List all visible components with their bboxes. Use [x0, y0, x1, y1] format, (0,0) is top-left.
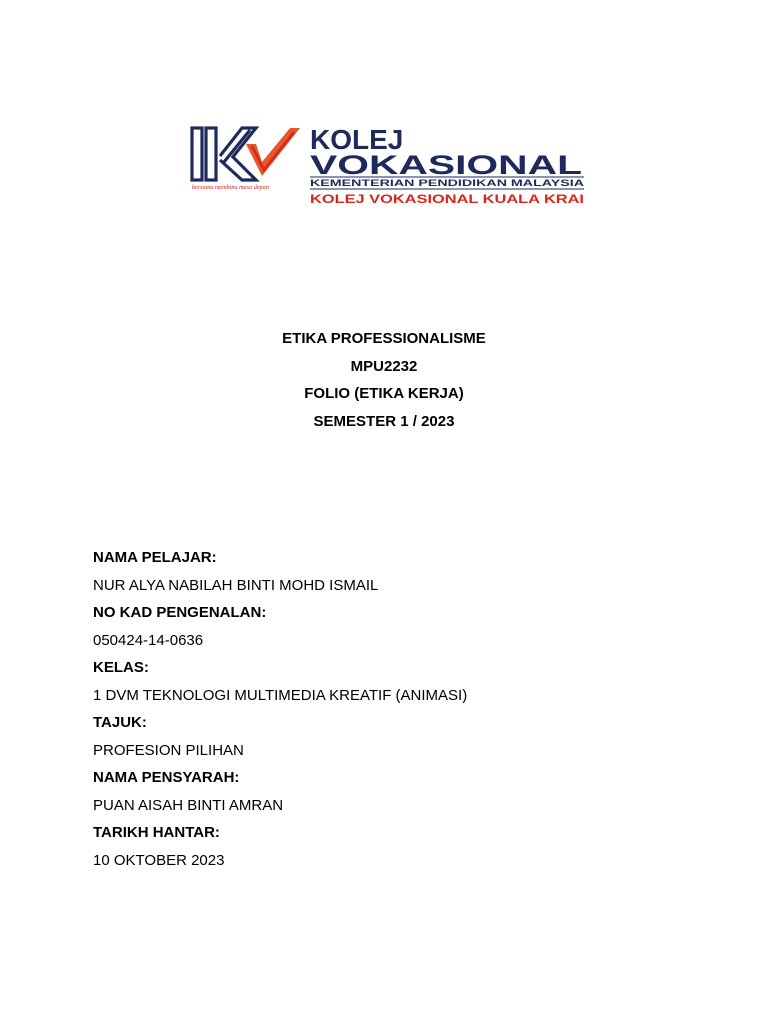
topic-value: PROFESION PILIHAN: [93, 741, 244, 759]
college-logo: [176, 116, 592, 212]
logo-title-line1: KOLEJ: [310, 124, 404, 155]
logo-title-line2: VOKASIONAL: [310, 150, 582, 180]
ic-number-value: 050424-14-0636: [93, 631, 204, 649]
lecturer-value: PUAN AISAH BINTI AMRAN: [93, 796, 284, 814]
assignment-type: FOLIO (ETIKA KERJA): [304, 385, 464, 403]
student-name-value: NUR ALYA NABILAH BINTI MOHD ISMAIL: [93, 576, 379, 594]
document-title-block: [0, 330, 768, 441]
kv-emblem-icon: [176, 116, 592, 212]
student-details: [93, 549, 467, 879]
class-label: KELAS:: [93, 659, 149, 676]
submission-date-label: TARIKH HANTAR:: [93, 824, 220, 841]
ic-number-label: NO KAD PENGENALAN:: [93, 604, 267, 621]
course-name: ETIKA PROFESSIONALISME: [282, 330, 486, 347]
logo-tagline: bersama membina masa depan: [192, 184, 269, 191]
topic-label: TAJUK:: [93, 714, 147, 731]
logo-campus: KOLEJ VOKASIONAL KUALA KRAI: [310, 192, 584, 206]
logo-ministry: KEMENTERIAN PENDIDIKAN MALAYSIA: [310, 178, 585, 189]
submission-date-value: 10 OKTOBER 2023: [93, 851, 225, 869]
class-value: 1 DVM TEKNOLOGI MULTIMEDIA KREATIF (ANIMASI): [93, 686, 468, 704]
semester: SEMESTER 1 / 2023: [313, 413, 455, 431]
student-name-label: NAMA PELAJAR:: [93, 549, 217, 566]
course-code: MPU2232: [350, 357, 418, 375]
lecturer-label: NAMA PENSYARAH:: [93, 769, 240, 786]
